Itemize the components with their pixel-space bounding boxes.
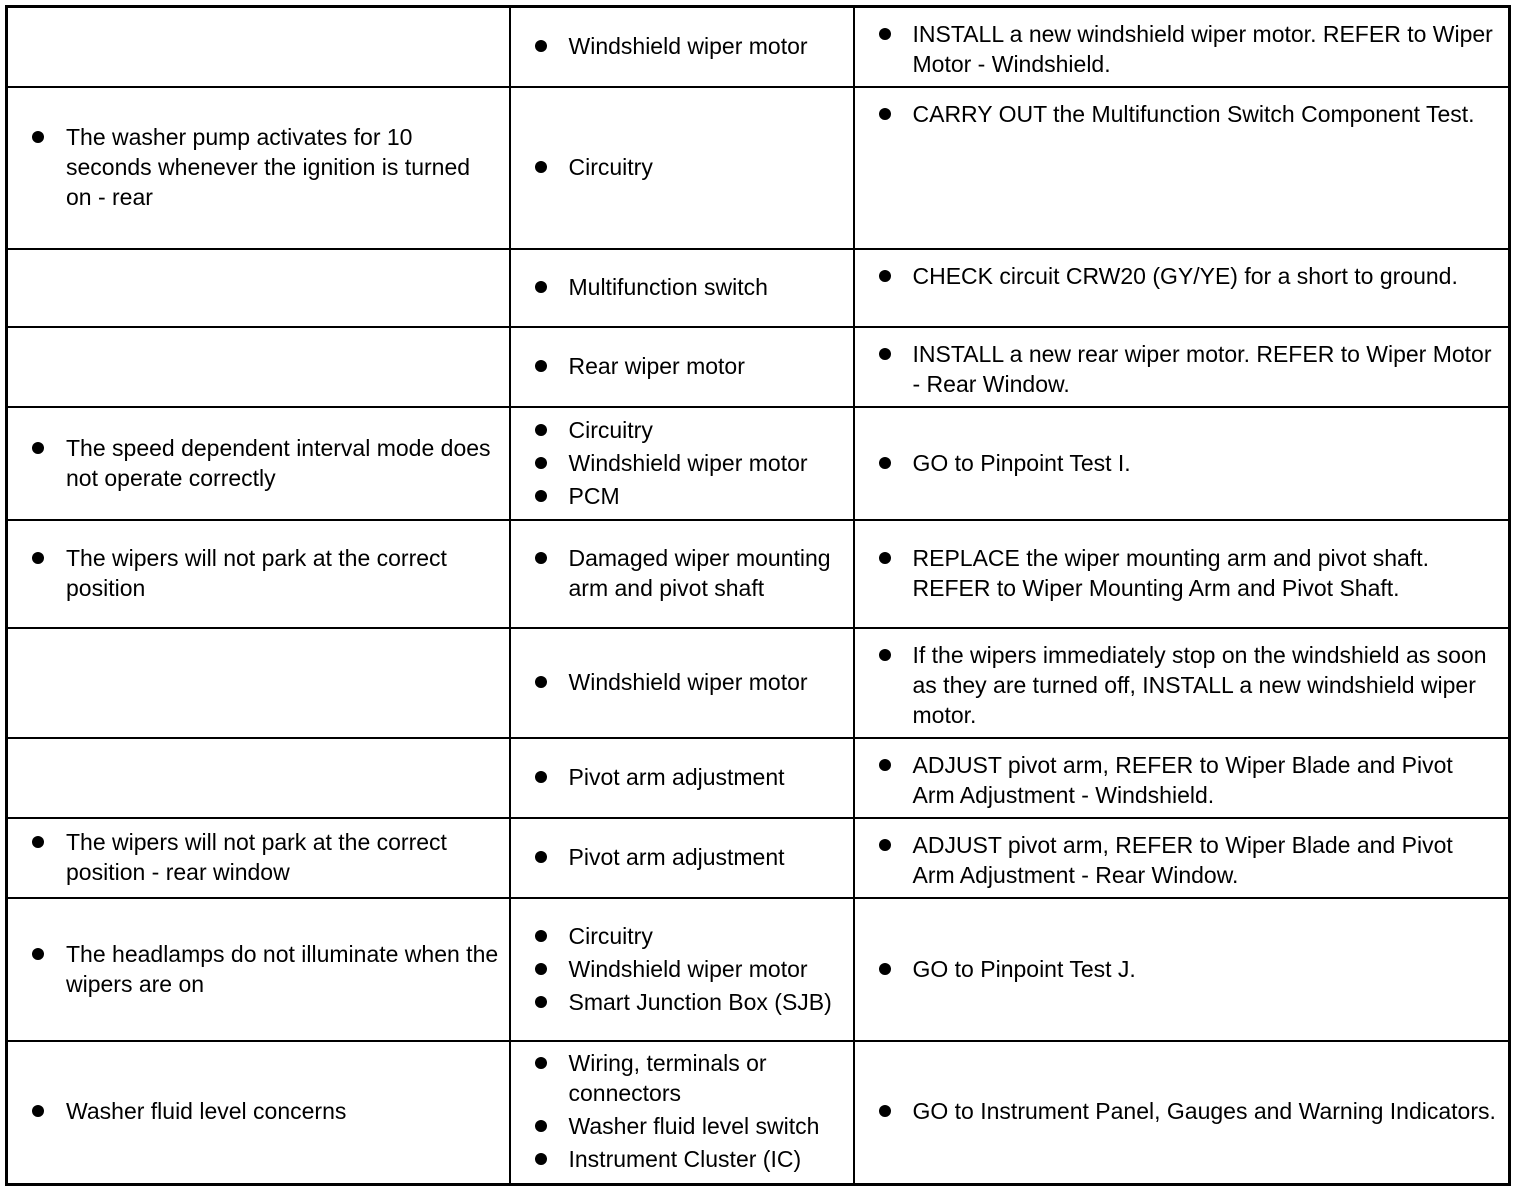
table-row: [7, 898, 1510, 1041]
action-item: GO to Pinpoint Test I.: [879, 448, 1499, 478]
condition-cell: [7, 1041, 510, 1184]
condition-cell: [7, 818, 510, 898]
action-cell: [854, 818, 1510, 898]
source-item: Instrument Cluster (IC): [535, 1144, 843, 1174]
table-row: [7, 818, 1510, 898]
symptom-chart-table: [5, 5, 1511, 1186]
table-row: [7, 520, 1510, 628]
condition-cell: [7, 898, 510, 1041]
condition-cell: [7, 87, 510, 249]
table-row: [7, 407, 1510, 520]
source-cell: [510, 1041, 854, 1184]
action-cell: [854, 327, 1510, 407]
source-item: Windshield wiper motor: [535, 667, 843, 697]
source-cell: [510, 628, 854, 738]
source-item: Washer fluid level switch: [535, 1111, 843, 1141]
source-item: Wiring, terminals or connectors: [535, 1048, 843, 1108]
source-item: Windshield wiper motor: [535, 954, 843, 984]
condition-cell: [7, 7, 510, 88]
condition-cell: [7, 249, 510, 327]
table-row: [7, 738, 1510, 818]
condition-item: The wipers will not park at the correct position: [32, 543, 499, 603]
source-item: PCM: [535, 481, 843, 511]
source-item: Windshield wiper motor: [535, 448, 843, 478]
table-row: [7, 628, 1510, 738]
condition-item: The washer pump activates for 10 seconds whenever the ignition is turned on - rear: [32, 122, 499, 212]
source-item: Multifunction switch: [535, 272, 843, 302]
source-cell: [510, 898, 854, 1041]
condition-item: The headlamps do not illuminate when the wipers are on: [32, 939, 499, 999]
table-row: [7, 7, 1510, 88]
action-item: REPLACE the wiper mounting arm and pivot shaft. REFER to Wiper Mounting Arm and Pivot Shaft.: [879, 543, 1499, 603]
source-cell: [510, 87, 854, 249]
table-row: [7, 249, 1510, 327]
source-item: Circuitry: [535, 921, 843, 951]
condition-item: The speed dependent interval mode does not operate correctly: [32, 433, 499, 493]
action-cell: [854, 738, 1510, 818]
source-item: Pivot arm adjustment: [535, 762, 843, 792]
source-cell: [510, 249, 854, 327]
source-cell: [510, 520, 854, 628]
condition-cell: [7, 327, 510, 407]
action-item: If the wipers immediately stop on the windshield as soon as they are turned off, INSTALL a new windshield wiper motor.: [879, 640, 1499, 730]
condition-cell: [7, 520, 510, 628]
action-cell: [854, 1041, 1510, 1184]
table-row: [7, 1041, 1510, 1184]
action-cell: [854, 628, 1510, 738]
condition-item: Washer fluid level concerns: [32, 1096, 499, 1126]
condition-cell: [7, 628, 510, 738]
action-cell: [854, 898, 1510, 1041]
source-cell: [510, 738, 854, 818]
action-item: CHECK circuit CRW20 (GY/YE) for a short to ground.: [879, 261, 1499, 291]
action-item: ADJUST pivot arm, REFER to Wiper Blade and Pivot Arm Adjustment - Rear Window.: [879, 830, 1499, 890]
action-cell: [854, 407, 1510, 520]
action-item: CARRY OUT the Multifunction Switch Component Test.: [879, 99, 1499, 129]
action-cell: [854, 87, 1510, 249]
action-cell: [854, 249, 1510, 327]
source-item: Smart Junction Box (SJB): [535, 987, 843, 1017]
condition-item: The wipers will not park at the correct position - rear window: [32, 827, 499, 887]
action-item: GO to Instrument Panel, Gauges and Warning Indicators.: [879, 1096, 1499, 1126]
source-cell: [510, 407, 854, 520]
action-item: GO to Pinpoint Test J.: [879, 954, 1499, 984]
source-cell: [510, 818, 854, 898]
condition-cell: [7, 407, 510, 520]
source-item: Rear wiper motor: [535, 351, 843, 381]
condition-cell: [7, 738, 510, 818]
source-item: Damaged wiper mounting arm and pivot shaft: [535, 543, 843, 603]
source-item: Pivot arm adjustment: [535, 842, 843, 872]
table-row: [7, 87, 1510, 249]
table-row: [7, 327, 1510, 407]
source-item: Windshield wiper motor: [535, 31, 843, 61]
action-item: INSTALL a new windshield wiper motor. REFER to Wiper Motor - Windshield.: [879, 19, 1499, 79]
action-item: INSTALL a new rear wiper motor. REFER to Wiper Motor - Rear Window.: [879, 339, 1499, 399]
action-item: ADJUST pivot arm, REFER to Wiper Blade and Pivot Arm Adjustment - Windshield.: [879, 750, 1499, 810]
source-item: Circuitry: [535, 152, 843, 182]
action-cell: [854, 7, 1510, 88]
source-cell: [510, 7, 854, 88]
source-item: Circuitry: [535, 415, 843, 445]
source-cell: [510, 327, 854, 407]
action-cell: [854, 520, 1510, 628]
